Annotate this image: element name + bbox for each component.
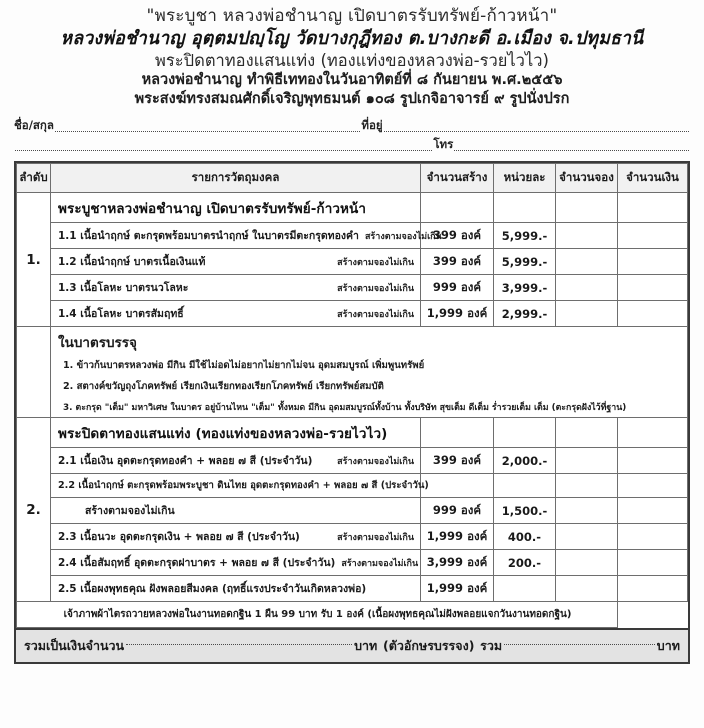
item-2-2-second-line-cell — [51, 498, 421, 524]
item-2-1-amount[interactable] — [618, 448, 688, 474]
phone-field-label: โทร — [433, 137, 454, 152]
section-2-made-blank — [421, 418, 494, 448]
item-2-1-description-cell — [51, 448, 421, 474]
item-2-4-description — [51, 550, 420, 575]
item-1-3-amount[interactable] — [618, 275, 688, 301]
item-2-2-amount-blank[interactable] — [618, 474, 688, 498]
item-1-3-unit: 3,999.- — [494, 275, 556, 301]
table-row — [17, 275, 688, 301]
sum-input-line[interactable] — [504, 643, 655, 645]
table-row — [17, 301, 688, 327]
customer-phone-line — [14, 135, 690, 154]
table-row — [17, 498, 688, 524]
column-header-made: จำนวนสร้าง — [421, 164, 494, 193]
section-2-unit-blank — [494, 418, 556, 448]
table-row — [17, 327, 688, 418]
item-2-5-main-text: 2.5 เนื้อผงพุทธคุณ ฝังพลอยสีมงคล (ฤทธิ์แรงประจำวันเกิดหลวงพ่อ) — [58, 583, 367, 596]
header-monks-line: พระสงฆ์ทรงสมณศักดิ์เจริญพุทธมนต์ ๑๐๘ รูปเกจิอาจารย์ ๙ รูปนั่งปรก — [134, 90, 570, 107]
phone-input-line[interactable] — [454, 149, 689, 151]
item-1-4-note: สร้างตามจองไม่เกิน — [337, 310, 414, 321]
item-2-4-unit: 200.- — [494, 550, 556, 576]
table-row — [17, 223, 688, 249]
item-2-1-unit: 2,000.- — [494, 448, 556, 474]
address-input-line-2[interactable] — [15, 149, 432, 151]
column-header-amount: จำนวนเงิน — [618, 164, 688, 193]
item-1-1-description — [51, 223, 442, 248]
item-1-4-main-text: 1.4 เนื้อโลหะ บาตรสัมฤทธิ์ — [58, 308, 184, 321]
name-input-line[interactable] — [55, 130, 360, 132]
table-row — [17, 448, 688, 474]
section-1-number: 1. — [17, 193, 51, 327]
header-ceremony-date-line: หลวงพ่อชำนาญ ทำพิธีเททองในวันอาทิตย์ที่ ๘ กันยายน พ.ศ.๒๕๕๖ — [141, 72, 563, 89]
item-2-4-description-cell — [51, 550, 421, 576]
item-2-2-ordered-blank[interactable] — [556, 474, 618, 498]
item-2-2-description — [51, 474, 429, 497]
header-title-line-3: พระปิดตาทองแสนแท่ง (ทองแท่งของหลวงพ่อ-รวยไวไว) — [155, 51, 549, 71]
column-header-description: รายการวัตถุมงคล — [51, 164, 421, 193]
item-1-4-amount[interactable] — [618, 301, 688, 327]
total-baht-label: บาท — [354, 638, 378, 654]
bowl-contents-item-3: 3. ตะกรุด "เต็ม" มหาวิเศษ ในบาตร อยู่บ้านไหน "เต็ม" ทั้งหมด มีกิน อุดมสมบูรณ์ทั้งบ้าน ทั้งบริษัท สุขเต็ม ดีเต็ม ร่ำรวยเต็ม เต็ม (ตะกรุดฝังไว้ที่ฐาน) — [63, 403, 627, 414]
item-1-1-amount[interactable] — [618, 223, 688, 249]
section-1-title-cell — [51, 193, 421, 223]
item-2-3-ordered[interactable] — [556, 524, 618, 550]
section-2-footnote: เจ้าภาพผ้าไตรถวายหลวงพ่อในงานทอดกฐิน 1 ผืน 99 บาท รับ 1 องค์ (เนื้อผงพุทธคุณไม่ฝังพลอยแจกวันงานทอดกฐิน) — [63, 609, 572, 621]
item-2-2-ordered[interactable] — [556, 498, 618, 524]
item-1-3-note: สร้างตามจองไม่เกิน — [337, 284, 414, 295]
item-2-5-unit — [494, 576, 556, 602]
order-table — [16, 163, 688, 628]
item-2-2-made: 999 องค์ — [421, 498, 494, 524]
total-in-words-label: (ตัวอักษรบรรจง) — [383, 638, 475, 654]
header-title-line-1: "พระบูชา หลวงพ่อชำนาญ เปิดบาตรรับทรัพย์-ก้าวหน้า" — [146, 6, 558, 26]
item-1-3-ordered[interactable] — [556, 275, 618, 301]
item-2-2-unit-blank — [494, 474, 556, 498]
item-1-1-unit: 5,999.- — [494, 223, 556, 249]
sum-baht-label: บาท — [656, 638, 680, 654]
item-2-2-second-line: สร้างตามจองไม่เกิน — [85, 505, 175, 518]
total-summary-bar — [14, 630, 690, 664]
item-2-5-description — [51, 576, 420, 601]
section-2-amount-blank[interactable] — [618, 418, 688, 448]
item-1-4-description — [51, 301, 420, 326]
table-row — [17, 474, 688, 498]
item-2-1-ordered[interactable] — [556, 448, 618, 474]
item-1-3-description — [51, 275, 420, 300]
item-1-2-amount[interactable] — [618, 249, 688, 275]
name-field-label: ชื่อ/สกุล — [14, 118, 54, 133]
item-1-3-description-cell — [51, 275, 421, 301]
section-1-amount-blank[interactable] — [618, 193, 688, 223]
item-2-4-ordered[interactable] — [556, 550, 618, 576]
table-header-row — [17, 164, 688, 193]
table-row — [17, 418, 688, 448]
item-1-2-unit: 5,999.- — [494, 249, 556, 275]
customer-name-address-line — [14, 116, 690, 135]
item-2-1-main-text: 2.1 เนื้อเงิน อุดตะกรุดทองคำ + พลอย ๗ สี (ประจำวัน) — [58, 455, 313, 468]
item-2-3-unit: 400.- — [494, 524, 556, 550]
section-2-title: พระปิดตาทองแสนแท่ง (ทองแท่งของหลวงพ่อ-รวยไวไว) — [58, 426, 388, 443]
item-2-3-amount[interactable] — [618, 524, 688, 550]
item-2-4-amount[interactable] — [618, 550, 688, 576]
item-2-3-main-text: 2.3 เนื้อนวะ อุดตะกรุดเงิน + พลอย ๗ สี (ประจำวัน) — [58, 531, 300, 544]
address-field-label: ที่อยู่ — [361, 118, 383, 133]
item-1-1-note: สร้างตามจองไม่เกิน — [364, 232, 442, 243]
item-1-1-made: 399 องค์ — [421, 223, 494, 249]
item-2-3-description — [51, 524, 420, 549]
item-1-4-unit: 2,999.- — [494, 301, 556, 327]
item-1-2-description — [51, 249, 420, 274]
column-header-ordered: จำนวนจอง — [556, 164, 618, 193]
table-body — [17, 193, 688, 628]
item-1-2-description-cell — [51, 249, 421, 275]
item-2-2-amount[interactable] — [618, 498, 688, 524]
order-table-container — [14, 161, 690, 630]
address-input-line[interactable] — [384, 130, 689, 132]
table-row — [17, 193, 688, 223]
item-2-2-main-text: 2.2 เนื้อนำฤกษ์ ตะกรุดพร้อมพระบูชา ดินไทย อุดตะกรุดทองคำ + พลอย ๗ สี (ประจำวัน) — [58, 480, 429, 492]
section-1-unit-blank — [494, 193, 556, 223]
item-2-2-made-blank — [421, 474, 494, 498]
item-1-2-ordered[interactable] — [556, 249, 618, 275]
table-row — [17, 524, 688, 550]
table-row — [17, 602, 688, 628]
bowl-contents-title: ในบาตรบรรจุ — [58, 335, 137, 352]
item-2-1-made: 399 องค์ — [421, 448, 494, 474]
section-2-number: 2. — [17, 418, 51, 602]
column-header-no: ลำดับ — [17, 164, 51, 193]
total-amount-input-line[interactable] — [126, 643, 352, 645]
item-1-1-description-cell — [51, 223, 442, 249]
section-1-title: พระบูชาหลวงพ่อชำนาญ เปิดบาตรรับทรัพย์-ก้าวหน้า — [58, 201, 367, 218]
item-2-3-note: สร้างตามจองไม่เกิน — [337, 533, 414, 544]
item-2-5-made: 1,999 องค์ — [421, 576, 494, 602]
table-row — [17, 550, 688, 576]
item-2-1-note: สร้างตามจองไม่เกิน — [337, 457, 414, 468]
item-2-5-amount[interactable] — [618, 576, 688, 602]
contents-no-blank — [17, 327, 51, 418]
item-2-1-description — [51, 448, 420, 473]
document-header — [0, 0, 704, 110]
item-1-2-note: สร้างตามจองไม่เกิน — [337, 258, 414, 269]
header-title-line-2: หลวงพ่อชำนาญ อุตฺตมปญฺโญ วัดบางกุฎีทอง ต.บางกะดี อ.เมือง จ.ปทุมธานี — [60, 28, 644, 50]
item-2-5-description-cell — [51, 576, 421, 602]
item-1-2-made: 399 องค์ — [421, 249, 494, 275]
bowl-contents-item-2: 2. สตางค์ขวัญถุงโภคทรัพย์ เรียกเงินเรียกทองเรียกโภคทรัพย์ เรียกทรัพย์สมบัติ — [63, 381, 384, 393]
bowl-contents-item-1: 1. ข้าวก้นบาตรหลวงพ่อ มีกิน มีใช้ไม่อดไม่อยากไม่ยากไม่จน อุดมสมบูรณ์ เพิ่มพูนทรัพย์ — [63, 360, 425, 372]
table-row — [17, 576, 688, 602]
item-2-2-unit: 1,500.- — [494, 498, 556, 524]
item-1-3-main-text: 1.3 เนื้อโลหะ บาตรนวโลหะ — [58, 282, 189, 295]
section-1-made-blank — [421, 193, 494, 223]
section-1-ordered-blank[interactable] — [556, 193, 618, 223]
item-1-4-description-cell — [51, 301, 421, 327]
item-1-4-made: 1,999 องค์ — [421, 301, 494, 327]
section-2-footnote-cell — [17, 602, 618, 628]
column-header-unit: หน่วยละ — [494, 164, 556, 193]
customer-info-block — [14, 116, 690, 154]
item-1-4-ordered[interactable] — [556, 301, 618, 327]
table-row — [17, 249, 688, 275]
item-2-4-main-text: 2.4 เนื้อสัมฤทธิ์ อุดตะกรุดฝาบาตร + พลอย ๗ สี (ประจำวัน) — [58, 557, 336, 570]
sum-label: รวม — [480, 638, 503, 654]
item-2-3-description-cell — [51, 524, 421, 550]
item-1-1-ordered[interactable] — [556, 223, 618, 249]
item-1-2-main-text: 1.2 เนื้อนำฤกษ์ บาตรเนื้อเงินแท้ — [58, 256, 206, 269]
item-2-3-made: 1,999 องค์ — [421, 524, 494, 550]
bowl-contents-cell — [51, 327, 688, 418]
item-1-3-made: 999 องค์ — [421, 275, 494, 301]
item-2-4-made: 3,999 องค์ — [421, 550, 494, 576]
item-2-4-note: สร้างตามจองไม่เกิน — [341, 559, 419, 570]
section-2-ordered-blank[interactable] — [556, 418, 618, 448]
total-amount-label: รวมเป็นเงินจำนวน — [24, 638, 125, 654]
item-2-5-ordered[interactable] — [556, 576, 618, 602]
section-2-title-cell — [51, 418, 421, 448]
item-1-1-main-text: 1.1 เนื้อนำฤกษ์ ตะกรุดพร้อมบาตรนำฤกษ์ ในบาตรมีตะกรุดทองคำ — [58, 230, 359, 243]
item-2-2-description-cell — [51, 474, 429, 498]
